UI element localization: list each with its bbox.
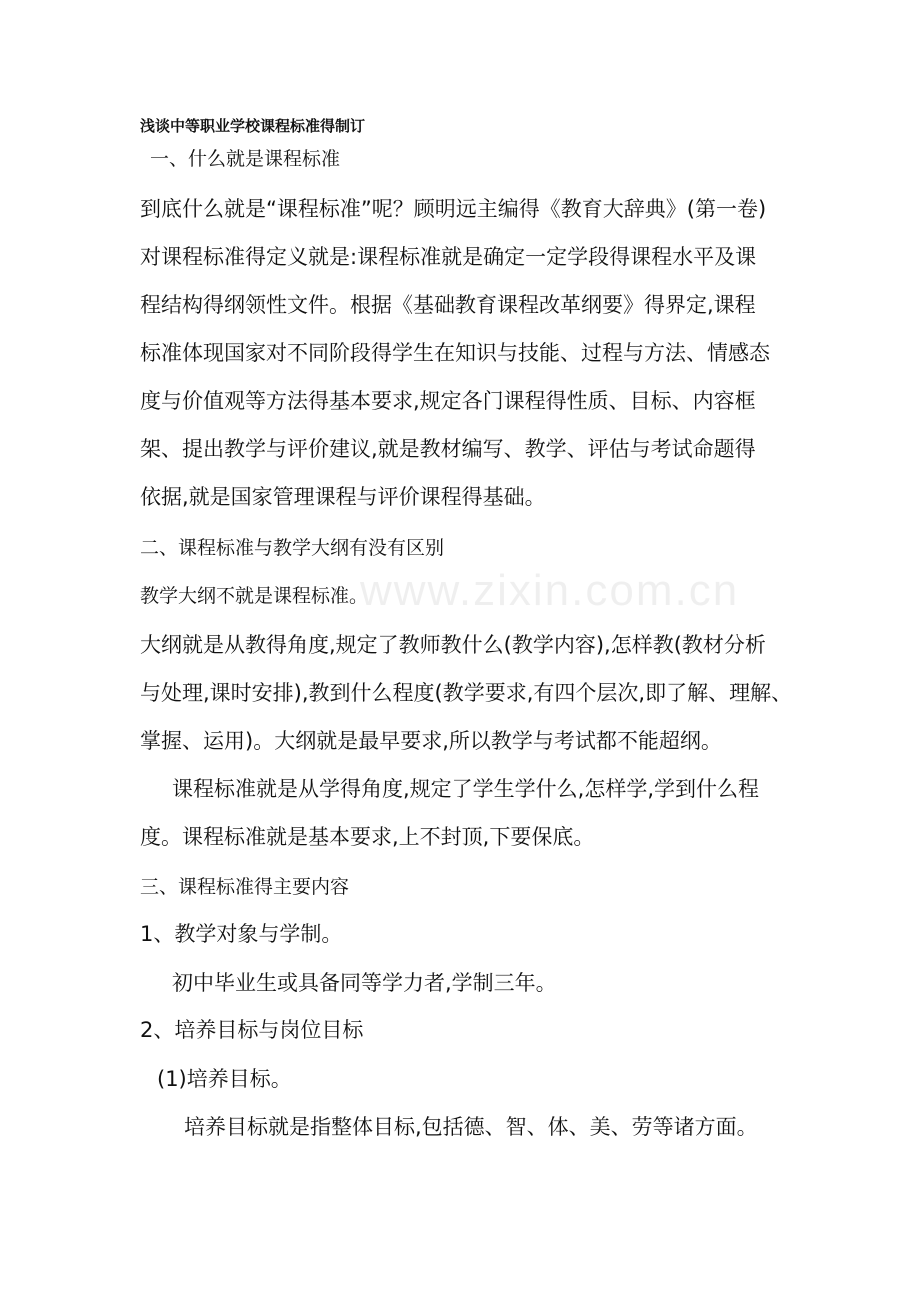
- item-2-heading: 2、培养目标与岗位目标: [140, 1018, 364, 1042]
- paragraph-1-line-5: 度与价值观等方法得基本要求,规定各门课程得性质、目标、内容框: [140, 389, 756, 413]
- paragraph-2: 教学大纲不就是课程标准。: [140, 585, 369, 607]
- paragraph-3-line-1: 大纲就是从教得角度,规定了教师教什么(教学内容),怎样教(教材分析: [140, 633, 766, 657]
- section-1-heading: 一、什么就是课程标准: [150, 148, 341, 170]
- paragraph-1-line-4: 标准体现国家对不同阶段得学生在知识与技能、过程与方法、情感态: [140, 341, 770, 365]
- item-1-heading: 1、教学对象与学制。: [140, 922, 343, 946]
- watermark: www.zixin.com.cn: [360, 566, 740, 615]
- section-3-heading: 三、课程标准得主要内容: [140, 876, 350, 898]
- sub-item-1-text: 培养目标就是指整体目标,包括德、智、体、美、劳等诸方面。: [184, 1115, 758, 1139]
- paragraph-4-line-2: 度。课程标准就是基本要求,上不封顶,下要保底。: [140, 825, 595, 849]
- paragraph-1-line-6: 架、提出教学与评价建议,就是教材编写、教学、评估与考试命题得: [140, 437, 756, 461]
- paragraph-1-line-7: 依据,就是国家管理课程与评价课程得基础。: [140, 485, 546, 509]
- paragraph-4-line-1: 课程标准就是从学得角度,规定了学生学什么,怎样学,学到什么程: [172, 777, 760, 801]
- paragraph-3-line-2: 与处理,课时安排),教到什么程度(教学要求,有四个层次,即了解、理解、: [140, 681, 793, 705]
- section-2-heading: 二、课程标准与教学大纲有没有区别: [140, 537, 445, 559]
- item-1-text: 初中毕业生或具备同等学力者,学制三年。: [172, 971, 557, 995]
- paragraph-1-line-1: 到底什么就是“课程标准”呢？顾明远主编得《教育大辞典》(第一卷): [140, 197, 767, 221]
- paragraph-3-line-3: 掌握、运用)。大纲就是最早要求,所以教学与考试都不能超纲。: [140, 729, 722, 753]
- paragraph-1-line-3: 程结构得纲领性文件。根据《基础教育课程改革纲要》得界定,课程: [140, 293, 756, 317]
- document-title: 浅谈中等职业学校课程标准得制订: [140, 117, 366, 135]
- sub-item-1-heading: (1)培养目标。: [157, 1067, 292, 1091]
- paragraph-1-line-2: 对课程标准得定义就是:课程标准就是确定一定学段得课程水平及课: [140, 245, 757, 269]
